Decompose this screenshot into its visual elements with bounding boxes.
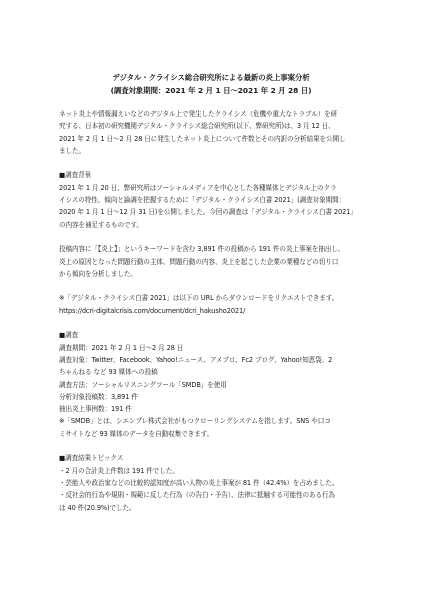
text-line: 分析対象投稿数：3,891 件: [59, 392, 138, 401]
text-line: 調査対象：Twitter、Facebook、Yahoo!ニュース、アメブロ、Fc2 ブログ、Yahoo!知恵袋、2: [59, 355, 333, 364]
section-heading: ■調査背景: [59, 171, 92, 180]
section-heading: ■調査: [59, 331, 79, 340]
text-line: 2020 年 1 月 1 日〜12 月 31 日)を公開しました。今回の調査は「デジタル・クライシス白書 2021」: [59, 208, 357, 217]
survey-section: [59, 329, 371, 440]
text-line: は 40 件(20.9%)でした。: [59, 503, 136, 512]
download-link[interactable]: https://dcri-digitalcrisis.com/document/dcri_hakusho2021/: [59, 306, 246, 315]
text-line: ※「デジタル・クライシス白書 2021」は以下の URL からダウンロードをリクエストできます。: [59, 294, 339, 303]
text-line: 究する、日本初の研究機関デジタル・クライシス総合研究所(以下、弊研究所)は、3 月 12 日、: [59, 122, 335, 131]
title-line: デジタル・クライシス総合研究所による最新の炎上事案分析: [112, 73, 310, 82]
text-line: 炎上の原因となった問題行動の主体、問題行動の内容、炎上を起こした企業の業種などの切り口: [59, 257, 339, 266]
text-line: 調査方法：ソーシャルリスニングツール「SMDB」を使用: [59, 380, 227, 389]
results-section: [59, 452, 371, 513]
text-line: 投稿内容に「【炎上】」というキーワードを含む 3,891 件の投稿から 191 件の炎上事案を抽出し、: [59, 245, 345, 254]
text-line: ・2 月の合計炎上件数は 191 件でした。: [59, 466, 179, 475]
text-line: イシスの特性、傾向と論調を把握するために「デジタル・クライシス白書 2021」(調査対象期間：: [59, 196, 346, 205]
background-section: [59, 169, 371, 317]
text-line: ミサイトなど 93 媒体のデータを自動収集できます。: [59, 429, 214, 438]
text-line: から傾向を分析しました。: [59, 269, 137, 278]
text-line: ・芸能人や政治家などの比較的認知度が高い人物の炎上事案が 81 件（42.4%）を占めました。: [59, 478, 339, 487]
text-line: 2021 年 1 月 20 日、弊研究所はソーシャルメディアを中心とした各種媒体とデジタル上のクラ: [59, 183, 337, 192]
text-line: 2021 年 2 月 1 日〜2 月 28 日に発生したネット炎上について件数とその内訳の分析結果を公開し: [59, 134, 346, 143]
text-line: の内容を補足するものです。: [59, 220, 143, 229]
document-title: [0, 72, 422, 97]
text-line: 調査期間：2021 年 2 月 1 日〜2 月 28 日: [59, 343, 184, 352]
section-heading: ■調査結果トピックス: [59, 454, 124, 463]
text-line: ※「SMDB」とは、シエンプレ株式会社がもつクローリングシステムを指します。SNS や口コ: [59, 417, 331, 426]
intro-paragraph: [59, 108, 371, 157]
text-line: ちゃんねる など 93 媒体への投稿: [59, 368, 158, 377]
subtitle-period: (調査対象期間：2021 年 2 月 1 日〜2021 年 2 月 28 日): [110, 85, 312, 95]
document-body: [59, 108, 371, 514]
text-line: ました。: [59, 146, 85, 155]
text-line: ・反社会的行為や規則・規範に反した行為（の告白・予告）、法律に抵触する可能性のある行為: [59, 491, 335, 500]
text-line: 抽出炎上事例数：191 件: [59, 405, 132, 414]
text-line: ネット炎上や情報漏えいなどのデジタル上で発生したクライシス（危機や重大なトラブル）を研: [59, 110, 338, 118]
